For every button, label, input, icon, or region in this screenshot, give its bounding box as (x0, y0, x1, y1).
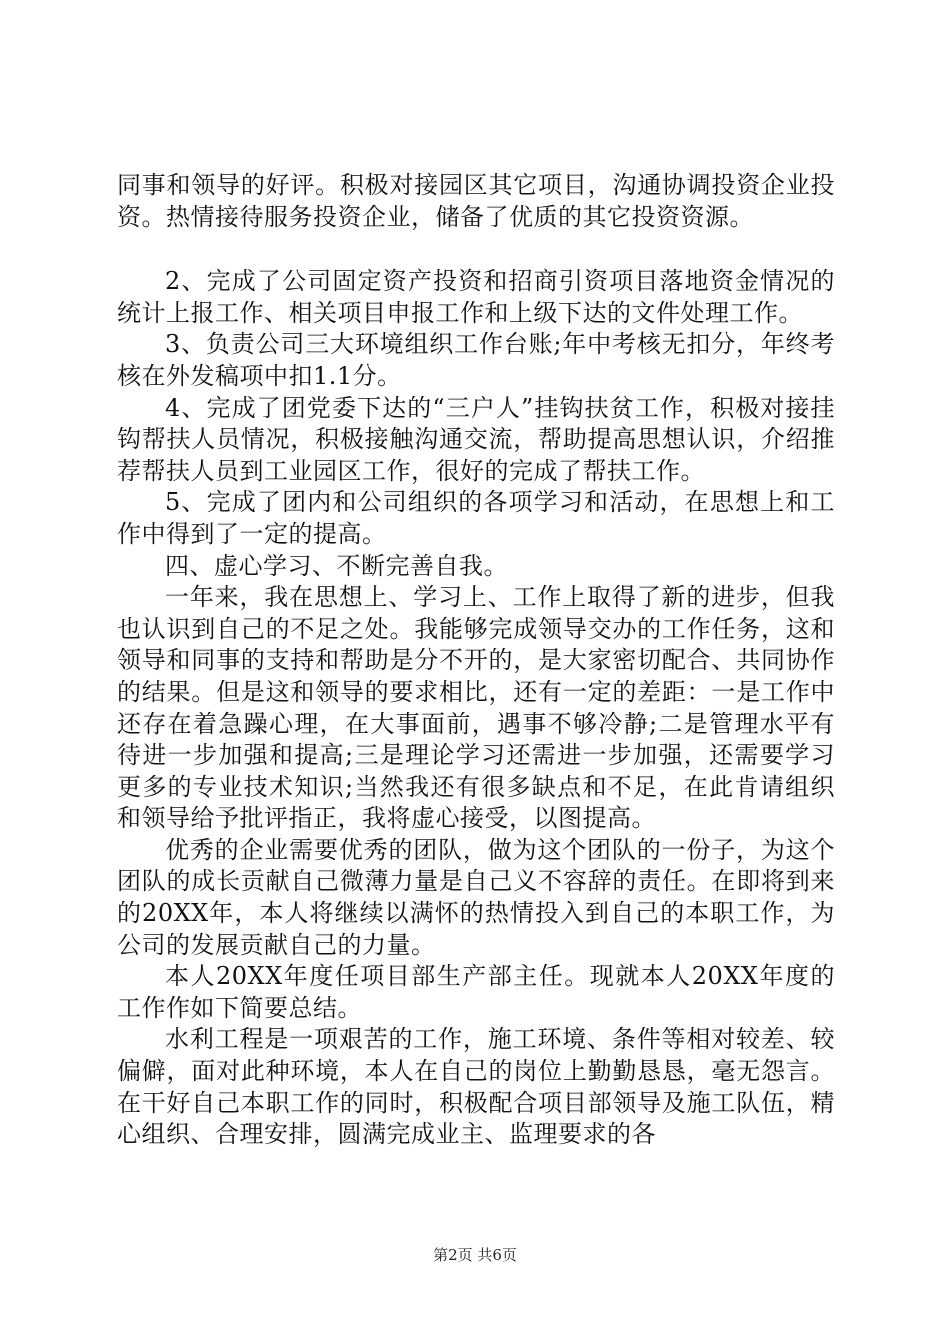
page-number: 第2页 共6页 (433, 1246, 517, 1264)
paragraph-work-summary: 水利工程是一项艰苦的工作，施工环境、条件等相对较差、较偏僻，面对此种环境，本人在自己的岗位上勤勤恳恳，毫无怨言。在干好自己本职工作的同时，积极配合项目部领导及施工队伍，精心组织、合理安排，圆满完成业主、监理要求的各 (117, 1025, 835, 1149)
document-body (117, 170, 835, 1151)
paragraph-spacer (117, 233, 835, 266)
paragraph-self-review: 一年来，我在思想上、学习上、工作上取得了新的进步，但我也认识到自己的不足之处。我能够完成领导交办的工作任务，这和领导和同事的支持和帮助是分不开的，是大家密切配合、共同协作的结果。但是这和领导的要求相比，还有一定的差距：一是工作中还存在着急躁心理，在大事面前，遇事不够冷静;二是管理水平有待进一步加强和提高;三是理论学习还需进一步加强，还需要学习更多的专业技术知识;当然我还有很多缺点和不足，在此肯请组织和领导给予批评指正，我将虚心接受，以图提高。 (117, 583, 835, 833)
paragraph-item-2: 2、完成了公司固定资产投资和招商引资项目落地资金情况的统计上报工作、相关项目申报工作和上级下达的文件处理工作。 (117, 267, 835, 327)
section-heading: 四、虚心学习、不断完善自我。 (165, 551, 508, 580)
paragraph-item-5: 5、完成了团内和公司组织的各项学习和活动，在思想上和工作中得到了一定的提高。 (117, 488, 835, 548)
paragraph-intro: 本人20XX年度任项目部生产部主任。现就本人20XX年度的工作作如下简要总结。 (117, 962, 835, 1022)
paragraph-outlook: 优秀的企业需要优秀的团队，做为这个团队的一份子，为这个团队的成长贡献自己微薄力量是自己义不容辞的责任。在即将到来的20XX年，本人将继续以满怀的热情投入到自己的本职工作，为公司的发展贡献自己的力量。 (117, 835, 835, 959)
paragraph-item-3: 3、负责公司三大环境组织工作台账;年中考核无扣分，年终考核在外发稿项中扣1.1分。 (117, 330, 835, 390)
paragraph-continuation: 同事和领导的好评。积极对接园区其它项目，沟通协调投资企业投资。热情接待服务投资企业，储备了优质的其它投资资源。 (117, 171, 835, 231)
paragraph-item-4: 4、完成了团党委下达的“三户人”挂钩扶贫工作，积极对接挂钩帮扶人员情况，积极接触沟通交流，帮助提高思想认识，介绍推荐帮扶人员到工业园区工作，很好的完成了帮扶工作。 (117, 393, 835, 485)
